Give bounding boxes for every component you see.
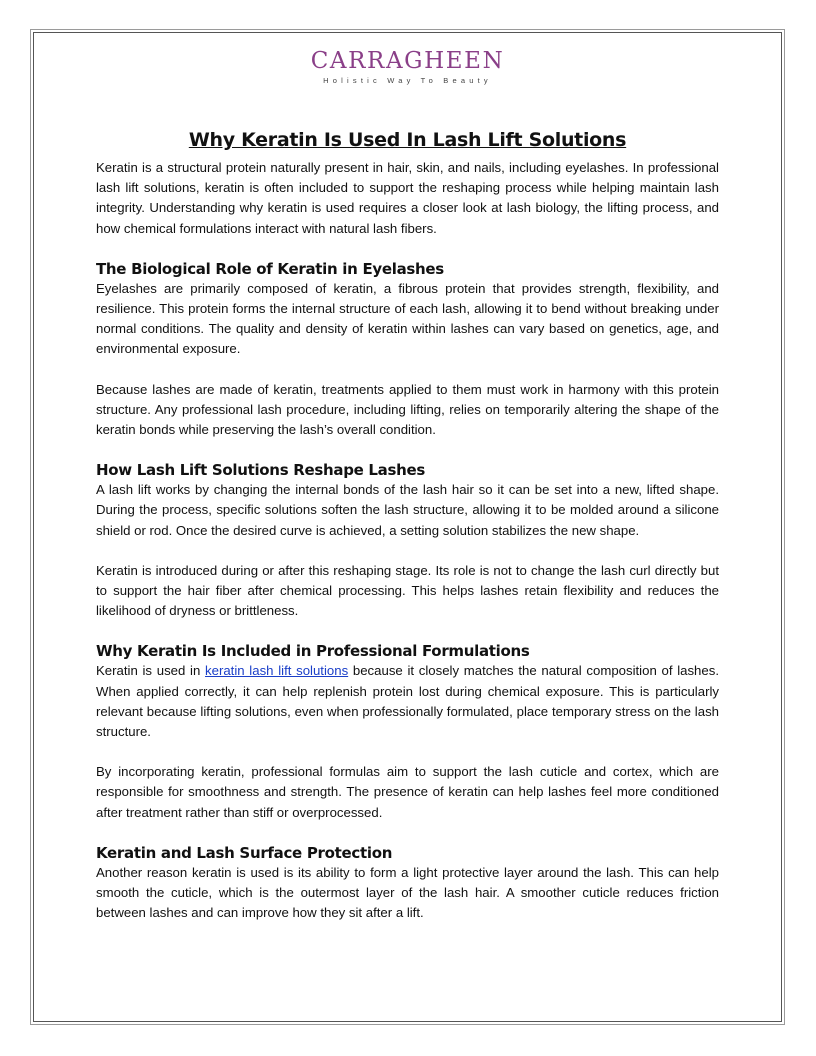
- link-trailing-text: because it closely matches the natural composition of lashes. When applied correctly, it can help replenish protein lost during chemical exposure. This is particularly relevant because lifting solutions, even when professionally formulated, place temporary stress on the lash structure.: [96, 663, 719, 740]
- section-paragraph: Because lashes are made of keratin, treatments applied to them must work in harmony with this protein structure. Any professional lash procedure, including lifting, relies on temporarily altering the shape of the keratin bonds while preserving the lash’s overall condition.: [96, 381, 719, 438]
- section-paragraph-with-link: [96, 661, 719, 742]
- logo-tagline: Holistic Way To Beauty: [323, 76, 492, 85]
- keratin-lash-lift-solutions-link[interactable]: keratin lash lift solutions: [205, 663, 349, 679]
- section-paragraph: Eyelashes are primarily composed of keratin, a fibrous protein that provides strength, flexibility, and resilience. This protein forms the internal structure of each lash, allowing it to bend without breaking under normal conditions. The quality and density of keratin within lashes can vary based on genetics, age, and environmental exposure.: [96, 280, 719, 357]
- document-title: Why Keratin Is Used In Lash Lift Solutions: [188, 129, 627, 151]
- section-paragraph: A lash lift works by changing the internal bonds of the lash hair so it can be set into a new, lifted shape. During the process, specific solutions soften the lash structure, allowing it to be molded around a silicone shield or rod. Once the desired curve is achieved, a setting solution stabilizes the new shape.: [96, 482, 719, 538]
- link-lead-text: Keratin is used in: [96, 663, 206, 679]
- section-heading: The Biological Role of Keratin in Eyelashes: [96, 259, 444, 278]
- brand-logo: [96, 48, 719, 86]
- section-heading: Why Keratin Is Included in Professional Formulations: [96, 642, 530, 661]
- section-heading: How Lash Lift Solutions Reshape Lashes: [96, 461, 426, 480]
- section-paragraph: Keratin is introduced during or after this reshaping stage. Its role is not to change the lash curl directly but to support the hair fiber after chemical processing. This helps lashes retain flexibility and reduces the likelihood of dryness or brittleness.: [96, 562, 719, 619]
- intro-paragraph: Keratin is a structural protein naturally present in hair, skin, and nails, including eyelashes. In professional lash lift solutions, keratin is often included to support the reshaping process while helping maintain lash integrity. Understanding why keratin is used requires a closer look at lash biology, the lifting process, and how chemical formulations interact with natural lash fibers.: [96, 160, 719, 236]
- section-paragraph: Another reason keratin is used is its ability to form a light protective layer around the lash. This can help smooth the cuticle, which is the outermost layer of the lash hair. A smoother cuticle reduces friction between lashes and can improve how they sit after a lift.: [96, 864, 719, 921]
- section-heading: Keratin and Lash Surface Protection: [96, 843, 393, 862]
- section-paragraph: By incorporating keratin, professional formulas aim to support the lash cuticle and cortex, which are responsible for smoothness and strength. The presence of keratin can help lashes feel more conditioned after treatment rather than stiff or overprocessed.: [96, 764, 719, 820]
- document-body: [96, 48, 719, 923]
- logo-name: CARRAGHEEN: [310, 48, 505, 74]
